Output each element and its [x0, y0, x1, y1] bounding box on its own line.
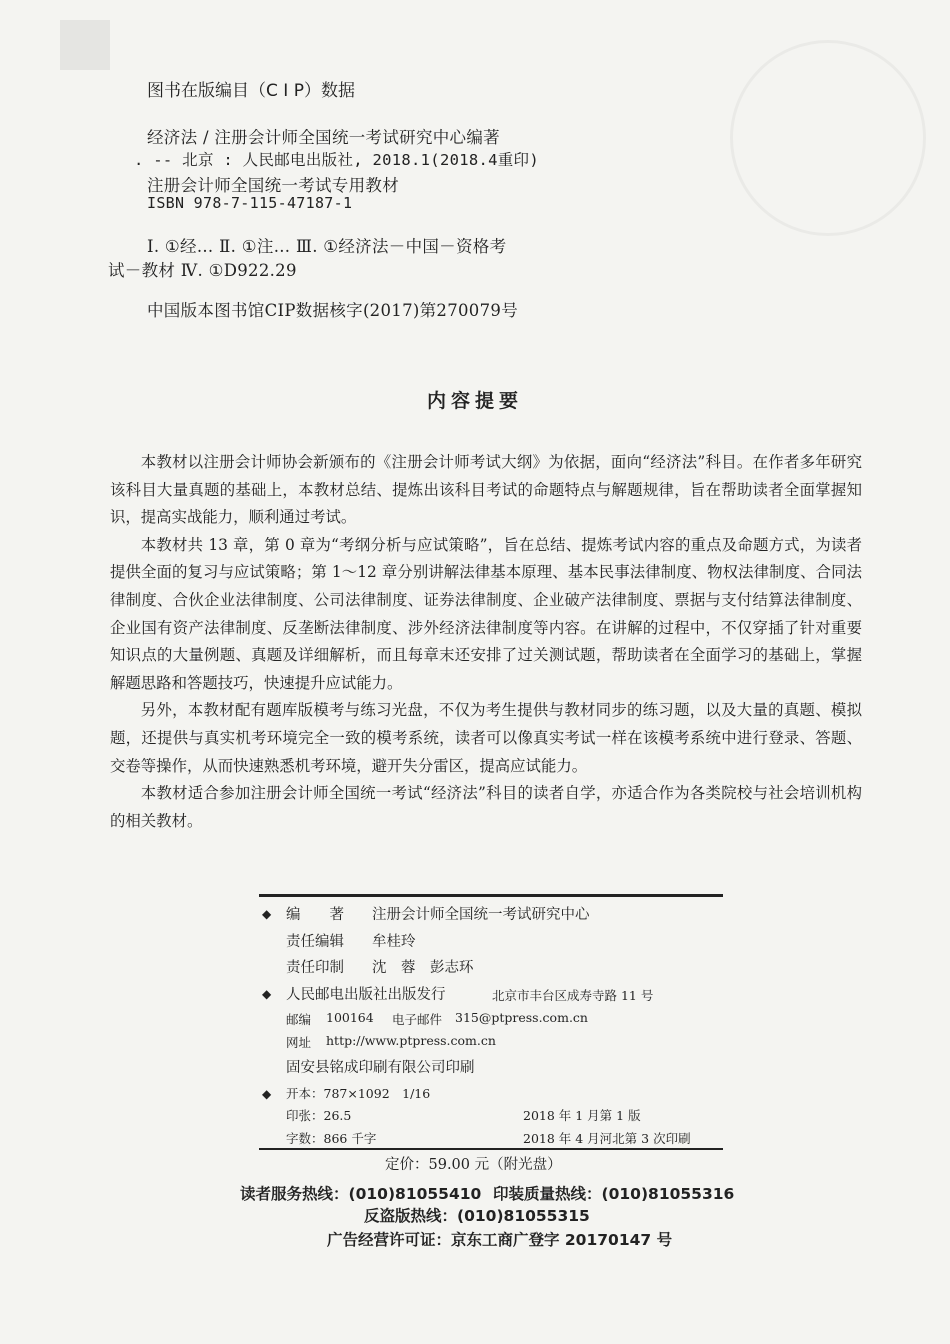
printer: 固安县铭成印刷有限公司印刷 [286, 1060, 475, 1076]
cip-book-title: 经济法 / 注册会计师全国统一考试研究中心编著 [147, 128, 500, 147]
piracy-hotline [364, 1204, 590, 1226]
publication-top-rule [259, 894, 723, 897]
bullet-icon: ◆ [262, 1087, 272, 1101]
summary-paragraph: 本教材适合参加注册会计师全国统一考试“经济法”科目的读者自学，亦适合作为各类院校与社会培训机构的相关教材。 [110, 784, 862, 830]
cip-series: 注册会计师全国统一考试专用教材 [147, 176, 399, 195]
responsible-editor-label: 责任编辑 [286, 934, 344, 950]
cip-title: 图书在版编目（C I P）数据 [147, 81, 355, 101]
price: 定价：59.00 元（附光盘） [385, 1157, 562, 1173]
cip-classification-1: Ⅰ. ①经… Ⅱ. ①注… Ⅲ. ①经济法－中国－资格考 [147, 237, 507, 256]
service-hotline [240, 1182, 481, 1204]
editor-label: 编 著 [286, 907, 344, 923]
cip-classification-2: 试－教材 Ⅳ. ①D922.29 [108, 261, 297, 280]
service-hotline-number: (010)81055410 [348, 1185, 482, 1203]
show-through-corner-mark [60, 20, 110, 70]
book-format: 开本：787×1092 1/16 [286, 1086, 431, 1101]
ad-license: 广告经营许可证：京东工商广登字 20170147 号 [327, 1231, 673, 1249]
website-value: http://www.ptpress.com.cn [326, 1033, 496, 1048]
summary-paragraph: 另外，本教材配有题库版模考与练习光盘，不仅为考生提供与教材同步的练习题，以及大量的真题、模拟题，还提供与真实机考环境完全一致的模考系统，读者可以像真实考试一样在该模考系统中进行登录、答题、交卷等操作，从而快速熟悉机考环境，避开失分雷区，提高应试能力。 [110, 701, 862, 775]
website-label: 网址 [286, 1035, 312, 1050]
service-hotline-label: 读者服务热线： [240, 1185, 349, 1203]
summary-heading: 内容提要 [426, 390, 523, 412]
cip-record-number: 中国版本图书馆CIP数据核字(2017)第270079号 [147, 301, 518, 320]
cip-isbn: ISBN 978-7-115-47187-1 [147, 194, 353, 212]
quality-hotline-label: 印装质量热线： [493, 1185, 602, 1203]
summary-paragraph: 本教材共 13 章，第 0 章为“考纲分析与应试策略”，旨在总结、提炼考试内容的重点及命题方式，为读者提供全面的复习与应试策略；第 1～12 章分别讲解法律基本原理、基本民事法律制度、物权法律制度、合同法律制度、合伙企业法律制度、公司法律制度、证券法律制度、企业破产法律制度、票据与支付结算法律制度、企业国有资产法律制度、反垄断法律制度、涉外经济法律制度等内容。在讲解的过程中，不仅穿插了针对重要知识点的大量例题、真题及详细解析，而且每章末还安排了过关测试题，帮助读者在全面学习的基础上，掌握解题思路和答题技巧，快速提升应试能力。 [110, 535, 862, 692]
editor-value: 注册会计师全国统一考试研究中心 [372, 907, 590, 923]
email-label: 电子邮件 [392, 1012, 443, 1027]
postcode-value: 100164 [326, 1010, 374, 1025]
bullet-icon: ◆ [262, 907, 272, 921]
publisher-address: 北京市丰台区成寿寺路 11 号 [492, 988, 654, 1003]
cip-publisher-line: . -- 北京 : 人民邮电出版社, 2018.1(2018.4重印) [134, 151, 539, 169]
summary-body [110, 449, 862, 835]
responsible-printing-label: 责任印制 [286, 960, 344, 976]
piracy-hotline-label: 反盗版热线： [364, 1207, 458, 1225]
responsible-printing-value: 沈 蓉 彭志环 [372, 960, 474, 976]
quality-hotline [493, 1182, 734, 1204]
publication-bottom-rule [259, 1148, 723, 1150]
postcode-label: 邮编 [286, 1012, 312, 1027]
email-value: 315@ptpress.com.cn [455, 1010, 588, 1025]
show-through-seal [730, 40, 926, 236]
edition: 2018 年 1 月第 1 版 [523, 1108, 641, 1123]
quality-hotline-number: (010)81055316 [601, 1185, 735, 1203]
word-count: 字数：866 千字 [286, 1131, 377, 1146]
bullet-icon: ◆ [262, 987, 272, 1001]
summary-paragraph: 本教材以注册会计师协会新颁布的《注册会计师考试大纲》为依据，面向“经济法”科目。在作者多年研究该科目大量真题的基础上，本教材总结、提炼出该科目考试的命题特点与解题规律，旨在帮助读者全面掌握知识，提高实战能力，顺利通过考试。 [110, 453, 862, 527]
responsible-editor-value: 牟桂玲 [372, 934, 416, 950]
publisher: 人民邮电出版社出版发行 [286, 987, 446, 1003]
printing-run: 2018 年 4 月河北第 3 次印刷 [523, 1131, 691, 1146]
piracy-hotline-number: (010)81055315 [457, 1207, 590, 1225]
printed-sheets: 印张：26.5 [286, 1108, 352, 1123]
